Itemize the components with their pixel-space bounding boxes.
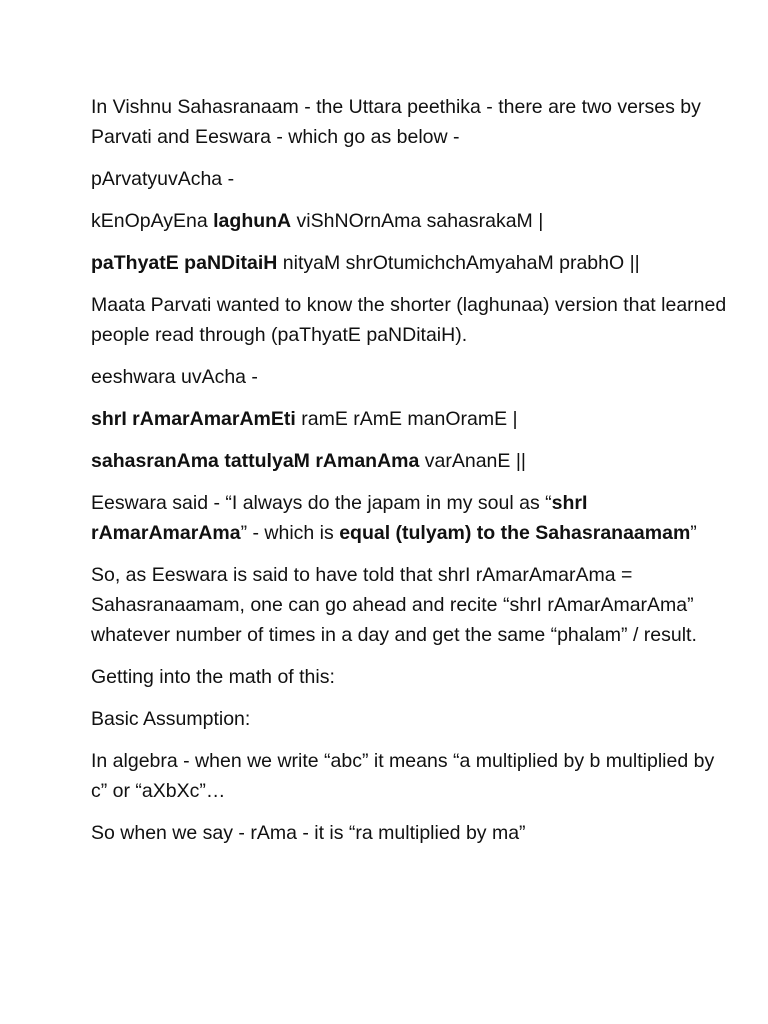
- paragraph: [91, 818, 728, 848]
- text-run: ”: [690, 522, 697, 544]
- text-run: In Vishnu Sahasranaam - the Uttara peethika - there are two verses by Parvati and Eeswara - which go as below -: [91, 96, 701, 148]
- bold-text-run: paThyatE paNDitaiH: [91, 252, 278, 274]
- text-run: Eeswara said - “I always do the japam in my soul as “: [91, 492, 552, 514]
- paragraph: [91, 488, 728, 548]
- paragraph: [91, 704, 728, 734]
- text-run: varAnanE ||: [419, 450, 526, 472]
- bold-text-run: shrI rAmarAmarAma: [91, 492, 588, 544]
- text-run: ” - which is: [240, 522, 340, 544]
- text-run: eeshwara uvAcha -: [91, 366, 258, 388]
- text-run: viShNOrnAma sahasrakaM |: [291, 210, 544, 232]
- text-run: Maata Parvati wanted to know the shorter (laghunaa) version that learned people read through (paThyatE paNDitaiH).: [91, 294, 727, 346]
- paragraph: [91, 206, 728, 236]
- paragraph: [91, 662, 728, 692]
- text-run: In algebra - when we write “abc” it means “a multiplied by b multiplied by c” or “aXbXc”…: [91, 750, 715, 802]
- text-run: nityaM shrOtumichchAmyahaM prabhO ||: [277, 252, 640, 274]
- text-run: ramE rAmE manOramE |: [295, 408, 518, 430]
- text-run: kEnOpAyEna: [91, 210, 214, 232]
- document-body: [91, 92, 728, 848]
- bold-text-run: shrI rAmarAmarAmEti: [91, 408, 296, 430]
- bold-text-run: equal (tulyam) to the Sahasranaamam: [339, 522, 691, 544]
- text-run: So when we say - rAma - it is “ra multiplied by ma”: [91, 822, 526, 844]
- paragraph: [91, 290, 728, 350]
- bold-text-run: sahasranAma tattulyaM rAmanAma: [91, 450, 420, 472]
- text-run: Getting into the math of this:: [91, 666, 335, 688]
- text-run: Basic Assumption:: [91, 708, 251, 730]
- bold-text-run: laghunA: [213, 210, 292, 232]
- paragraph: [91, 92, 728, 152]
- paragraph: [91, 164, 728, 194]
- paragraph: [91, 248, 728, 278]
- paragraph: [91, 746, 728, 806]
- text-run: So, as Eeswara is said to have told that shrI rAmarAmarAma = Sahasranaamam, one can go ahead and recite “shrI rAmarAmarAma” whatever number of times in a day and get the same “phalam” / result.: [91, 564, 697, 646]
- paragraph: [91, 446, 728, 476]
- paragraph: [91, 560, 728, 650]
- text-run: pArvatyuvAcha -: [91, 168, 235, 190]
- paragraph: [91, 362, 728, 392]
- paragraph: [91, 404, 728, 434]
